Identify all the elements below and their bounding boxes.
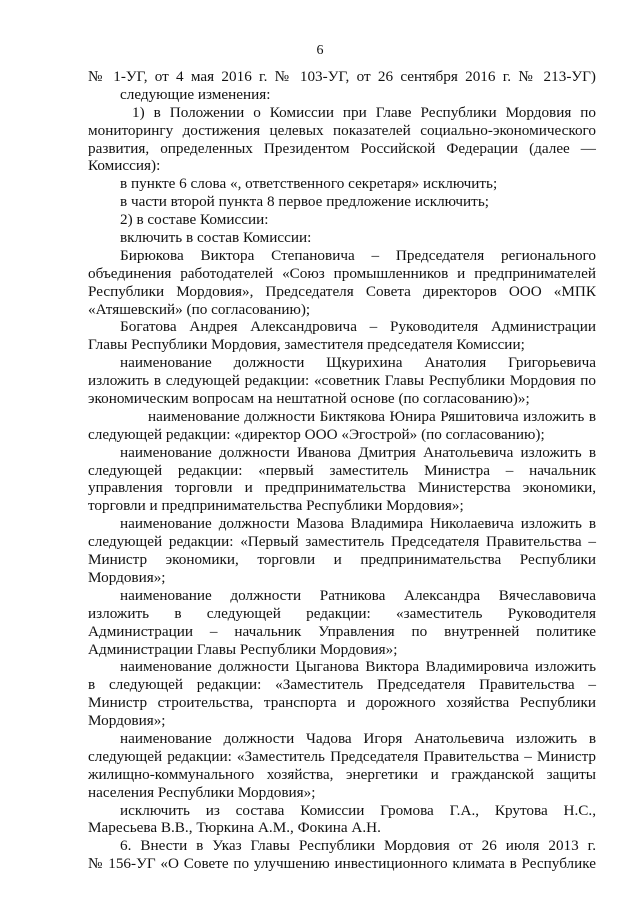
text-line: Мордовия»;	[88, 712, 166, 730]
text-line: Мордовия»;	[88, 568, 166, 586]
text-line: Бирюкова Виктора Степановича – Председателя регионального	[120, 246, 596, 264]
text-line: следующей редакции: «Заместитель Председателя Правительства – Министр	[88, 747, 596, 765]
text-line: изложить в следующей редакции: «советник Главы Республики Мордовия по	[88, 372, 596, 390]
text-line: изложить в следующей редакции: «заместитель Руководителя	[88, 604, 596, 622]
text-line: наименование должности Иванова Дмитрия Анатольевича изложить в	[120, 443, 596, 461]
text-line: торговли и предпринимательства Республики Мордовия»;	[88, 497, 464, 515]
text-line: Министр экономики, торговли и предпринимательства Республики	[88, 551, 596, 569]
text-line: 1) в Положении о Комиссии при Главе Республики Мордовия по	[132, 103, 596, 121]
text-line: исключить из состава Комиссии Громова Г.А., Крутова Н.С.,	[120, 801, 596, 819]
text-line: наименование должности Ратникова Александра Вячеславовича	[120, 586, 596, 604]
text-line: Администрации Главы Республики Мордовия»;	[88, 640, 398, 658]
text-line: наименование должности Цыганова Виктора Владимировича изложить	[120, 658, 596, 676]
text-line: Главы Республики Мордовия, заместителя председателя Комиссии;	[88, 336, 525, 354]
text-line: № 1-УГ, от 4 мая 2016 г. № 103-УГ, от 26 сентября 2016 г. № 213-УГ)	[88, 68, 596, 85]
text-line: жилищно-коммунального хозяйства, энергетики и гражданской защиты	[88, 765, 596, 783]
text-line: следующей редакции: «директор ООО «Эгострой» (по согласованию);	[88, 425, 545, 443]
text-line: Администрации – начальник Управления по внутренней политике	[88, 622, 596, 640]
text-line: наименование должности Мазова Владимира Николаевича изложить в	[120, 515, 596, 533]
text-line: следующие изменения:	[120, 85, 271, 103]
text-line: наименование должности Биктякова Юнира Ряшитовича изложить в	[148, 407, 596, 425]
text-line: 6. Внести в Указ Главы Республики Мордовия от 26 июля 2013 г.	[120, 837, 596, 855]
text-line: № 156-УГ «О Совете по улучшению инвестиционного климата в Республике	[88, 855, 596, 873]
text-line: развития, определенных Президентом Российской Федерации (далее —	[88, 139, 596, 157]
text-line: мониторингу достижения целевых показателей социально-экономического	[88, 121, 596, 139]
text-line: наименование должности Чадова Игоря Анатольевича изложить в	[120, 729, 596, 747]
text-line: Министр строительства, транспорта и дорожного хозяйства Республики	[88, 694, 596, 712]
text-line: в части второй пункта 8 первое предложение исключить;	[120, 193, 489, 211]
text-line: следующей редакции: «Первый заместитель Председателя Правительства –	[88, 533, 596, 551]
text-line: 2) в составе Комиссии:	[120, 211, 269, 229]
text-line: Комиссия):	[88, 157, 161, 175]
text-line: в следующей редакции: «Заместитель Председателя Правительства –	[88, 676, 596, 694]
text-line: Маресьева В.В., Тюркина А.М., Фокина А.Н.	[88, 819, 381, 837]
text-line: в пункте 6 слова «, ответственного секретаря» исключить;	[120, 175, 498, 193]
text-line: объединения работодателей «Союз промышленников и предпринимателей	[88, 264, 596, 282]
text-line: экономическим вопросам на нештатной основе (по согласованию)»;	[88, 390, 530, 408]
text-line: населения Республики Мордовия»;	[88, 783, 316, 801]
document-body	[88, 68, 596, 873]
text-line: наименование должности Щкурихина Анатолия Григорьевича	[120, 354, 596, 372]
text-line: «Атяшевский» (по согласованию);	[88, 300, 311, 318]
text-line: управления торговли и предпринимательства Министерства экономики,	[88, 479, 596, 497]
text-line: Республики Мордовия», Председателя Совета директоров ООО «МПК	[88, 282, 596, 300]
text-line: следующей редакции: «первый заместитель Министра – начальник	[88, 461, 596, 479]
text-line: Богатова Андрея Александровича – Руководителя Администрации	[120, 318, 596, 336]
page-number: 6	[316, 43, 324, 58]
text-line: включить в состав Комиссии:	[120, 229, 312, 247]
